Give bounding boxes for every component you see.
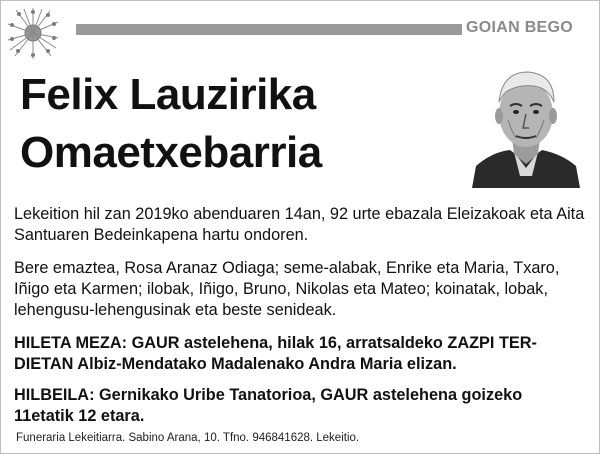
wake-paragraph: HILBEILA: Gernikako Uribe Tanatorioa, GAUR astelehena goizeko 11etatik 12 etara. [14,386,523,425]
thistle-emblem-icon [6,6,60,60]
funeral-home-footer: Funeraria Lekeitiarra. Sabino Arana, 10. Tfno. 946841628. Lekeitio. [16,432,360,444]
header-rule [76,24,462,35]
deceased-name-line-2: Omaetxebarria [20,128,322,177]
deceased-name-line-1: Felix Lauzirika [20,70,316,119]
section-label: GOIAN BEGO [466,19,574,36]
death-notice-paragraph: Lekeition hil zan 2019ko abenduaren 14an, 92 urte ebazala Eleizakoak eta Aita Santuaren Bedeinkapena hartu ondoren. [14,205,585,244]
portrait-photo [472,58,580,188]
funeral-mass-paragraph: HILETA MEZA: GAUR astelehena, hilak 16, arratsaldeko ZAZPI TER-DIETAN Albiz-Mendatako Madalenako Andra Maria elizan. [14,334,537,373]
family-paragraph: Bere emaztea, Rosa Aranaz Odiaga; seme-alabak, Enrike eta Maria, Txaro, Iñigo eta Karmen; ilobak, Iñigo, Bruno, Nikolas eta Mateo; koinatak, lobak, lehengusu-lehengusinak eta beste senideak. [14,259,560,319]
